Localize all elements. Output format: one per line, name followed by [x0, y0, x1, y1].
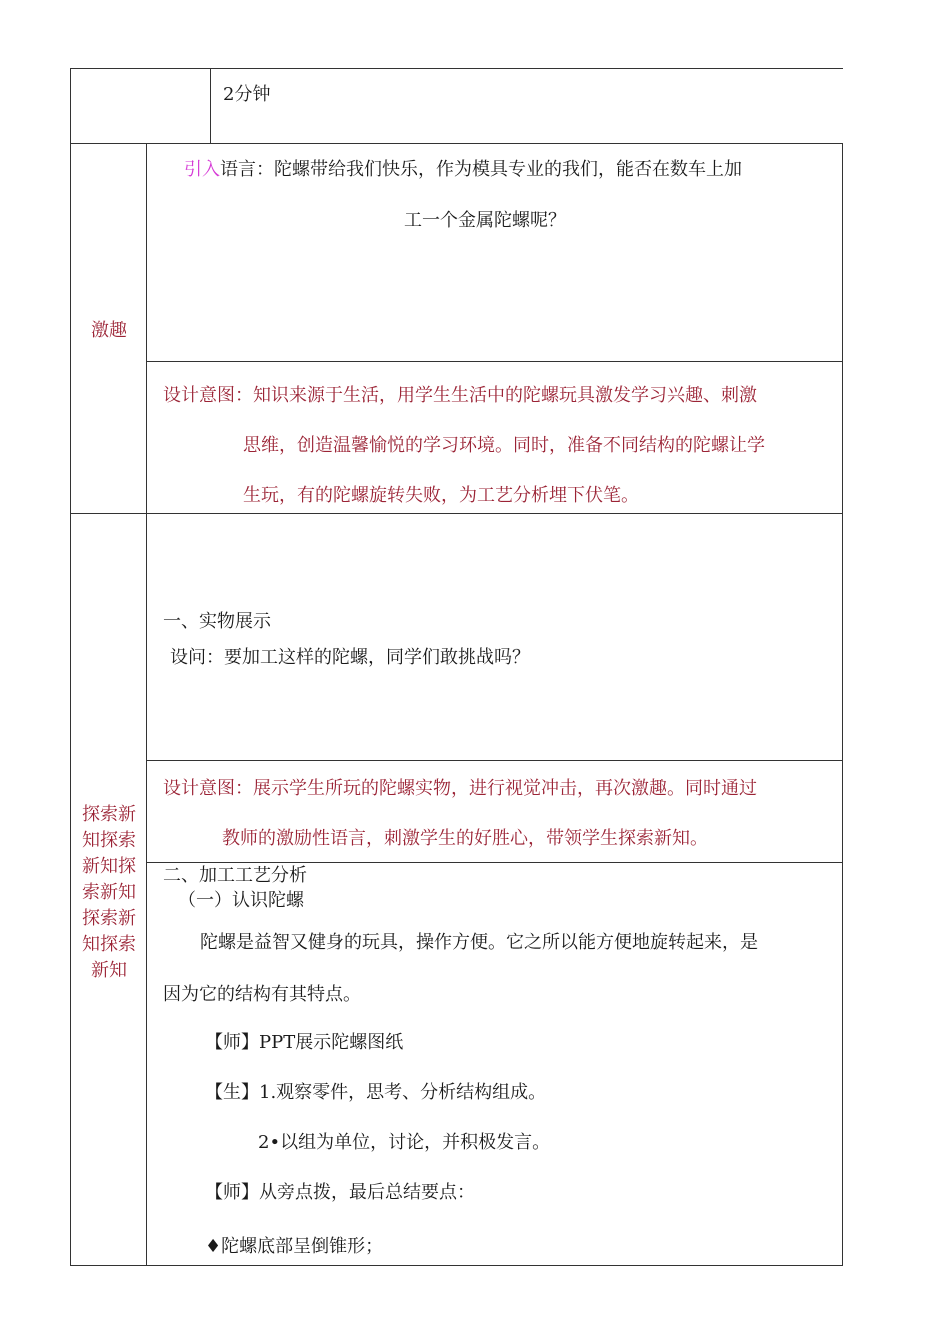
- teacher-step-2: 【师】从旁点拨，最后总结要点：: [205, 1182, 475, 1203]
- border-row1-bottom: [70, 143, 843, 144]
- bullet-point-1: ♦陀螺底部呈倒锥形；: [205, 1236, 384, 1257]
- part1-question: 设问：要加工这样的陀螺，同学们敢挑战吗？: [170, 647, 530, 668]
- border-label-divider: [146, 143, 147, 1266]
- border-design2-bottom: [146, 862, 843, 863]
- time-value: 2分钟: [223, 84, 271, 105]
- paragraph-line-1: 陀螺是益智又健身的玩具，操作方便。它之所以能方便地旋转起来，是: [200, 932, 758, 953]
- border-top: [70, 68, 843, 69]
- design-intent-2-line-1: 设计意图：展示学生所玩的陀螺实物，进行视觉冲击，再次激趣。同时通过: [163, 778, 757, 799]
- border-right: [842, 143, 843, 1266]
- label-line: 探索新: [82, 908, 136, 929]
- intro-text-line-2: 工一个金属陀螺呢？: [404, 210, 566, 231]
- label-line: 新知探: [82, 856, 136, 877]
- border-bottom: [70, 1265, 843, 1266]
- part2-subheading: （一）认识陀螺: [178, 890, 304, 911]
- teacher-step-1: 【师】PPT展示陀螺图纸: [205, 1032, 404, 1053]
- design-intent-1-line-3: 生玩，有的陀螺旋转失败，为工艺分析埋下伏笔。: [243, 485, 639, 506]
- intro-text: 语言：陀螺带给我们快乐，作为模具专业的我们，能否在数车上加: [220, 159, 742, 180]
- design-intent-2-line-2: 教师的激励性语言，刺激学生的好胜心，带领学生探索新知。: [222, 828, 708, 849]
- label-line: 新知: [91, 960, 127, 981]
- label-line: 索新知: [82, 882, 136, 903]
- border-interest-bottom: [70, 513, 843, 514]
- design-intent-1-line-1: 设计意图：知识来源于生活，用学生生活中的陀螺玩具激发学习兴趣、刺激: [163, 385, 757, 406]
- section-label-explore: [72, 802, 146, 984]
- student-step-2: 2•以组为单位，讨论，并积极发言。: [258, 1132, 551, 1153]
- student-step-1: 【生】1.观察零件，思考、分析结构组成。: [205, 1082, 547, 1103]
- border-left: [70, 68, 71, 1266]
- border-part1-bottom: [146, 760, 843, 761]
- border-row1-divider: [210, 68, 211, 144]
- label-line: 知探索: [82, 830, 136, 851]
- paragraph-line-2: 因为它的结构有其特点。: [163, 984, 361, 1005]
- design-intent-1-line-2: 思维，创造温馨愉悦的学习环境。同时，准备不同结构的陀螺让学: [243, 435, 765, 456]
- label-line: 知探索: [82, 934, 136, 955]
- label-line: 探索新: [82, 804, 136, 825]
- intro-lead: 引入: [184, 159, 220, 180]
- border-intro-bottom: [146, 361, 843, 362]
- section-label-interest: 激趣: [91, 320, 127, 341]
- part2-heading: 二、加工工艺分析: [163, 865, 307, 886]
- intro-paragraph: [184, 159, 742, 181]
- part1-heading: 一、实物展示: [163, 611, 271, 632]
